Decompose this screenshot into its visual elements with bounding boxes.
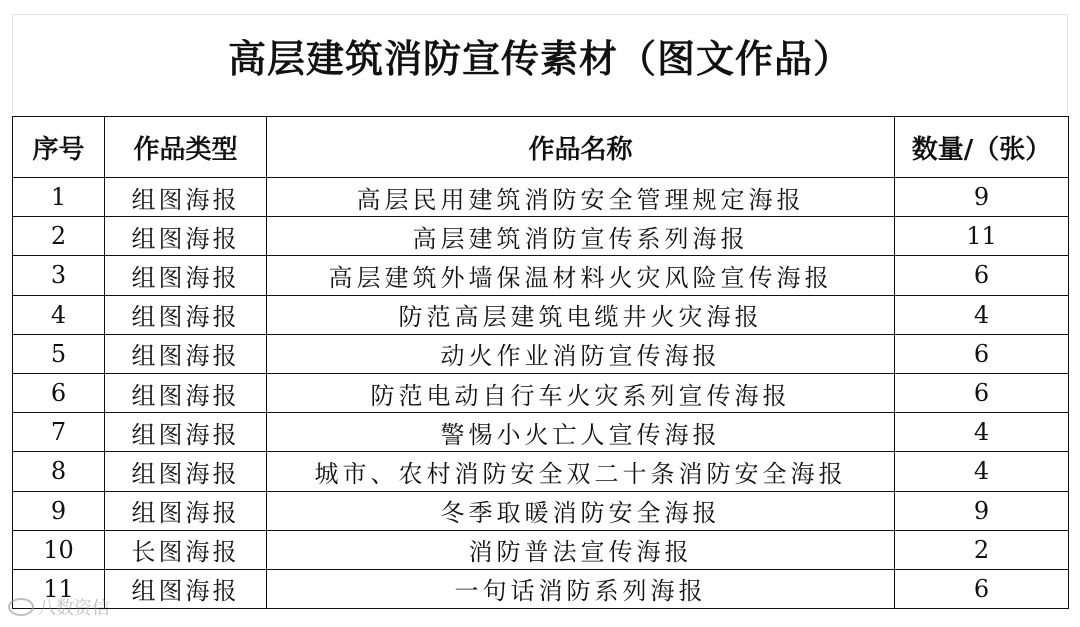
cell-no: 5 xyxy=(13,334,105,373)
cell-count: 4 xyxy=(895,452,1069,491)
watermark-logo-icon xyxy=(8,598,34,616)
cell-no: 1 xyxy=(13,178,105,217)
cell-type: 组图海报 xyxy=(105,295,267,334)
header-name: 作品名称 xyxy=(267,117,895,178)
cell-count: 6 xyxy=(895,569,1069,608)
cell-no: 3 xyxy=(13,256,105,295)
cell-name: 高层民用建筑消防安全管理规定海报 xyxy=(267,178,895,217)
cell-name: 消防普法宣传海报 xyxy=(267,530,895,569)
watermark-text: 八数资信 xyxy=(38,598,110,619)
cell-name: 防范电动自行车火灾系列宣传海报 xyxy=(267,373,895,412)
table-body xyxy=(13,178,1069,609)
cell-type: 长图海报 xyxy=(105,530,267,569)
table-row xyxy=(13,373,1069,412)
page-title: 高层建筑消防宣传素材（图文作品） xyxy=(227,37,852,81)
cell-count: 6 xyxy=(895,334,1069,373)
watermark xyxy=(8,594,110,620)
cell-no: 11 xyxy=(13,569,105,608)
cell-no: 7 xyxy=(13,413,105,452)
cell-count: 4 xyxy=(895,295,1069,334)
cell-name: 防范高层建筑电缆井火灾海报 xyxy=(267,295,895,334)
header-no: 序号 xyxy=(13,117,105,178)
cell-type: 组图海报 xyxy=(105,569,267,608)
cell-type: 组图海报 xyxy=(105,256,267,295)
table-row xyxy=(13,530,1069,569)
cell-name: 城市、农村消防安全双二十条消防安全海报 xyxy=(267,452,895,491)
cell-count: 11 xyxy=(895,217,1069,256)
table-row xyxy=(13,217,1069,256)
cell-type: 组图海报 xyxy=(105,452,267,491)
cell-type: 组图海报 xyxy=(105,334,267,373)
cell-count: 6 xyxy=(895,256,1069,295)
cell-type: 组图海报 xyxy=(105,373,267,412)
cell-no: 4 xyxy=(13,295,105,334)
cell-name: 警惕小火亡人宣传海报 xyxy=(267,413,895,452)
cell-name: 一句话消防系列海报 xyxy=(267,569,895,608)
table-row xyxy=(13,452,1069,491)
cell-name: 高层建筑外墙保温材料火灾风险宣传海报 xyxy=(267,256,895,295)
header-count: 数量/（张） xyxy=(895,117,1069,178)
table-row xyxy=(13,295,1069,334)
cell-no: 9 xyxy=(13,491,105,530)
cell-count: 9 xyxy=(895,178,1069,217)
table-row xyxy=(13,491,1069,530)
cell-no: 8 xyxy=(13,452,105,491)
table-row xyxy=(13,334,1069,373)
cell-type: 组图海报 xyxy=(105,178,267,217)
table-header-row xyxy=(13,117,1069,178)
cell-count: 2 xyxy=(895,530,1069,569)
cell-name: 高层建筑消防宣传系列海报 xyxy=(267,217,895,256)
materials-table xyxy=(12,116,1069,609)
cell-name: 动火作业消防宣传海报 xyxy=(267,334,895,373)
header-type: 作品类型 xyxy=(105,117,267,178)
table-row xyxy=(13,413,1069,452)
cell-no: 10 xyxy=(13,530,105,569)
cell-count: 4 xyxy=(895,413,1069,452)
cell-count: 9 xyxy=(895,491,1069,530)
cell-type: 组图海报 xyxy=(105,491,267,530)
table-row xyxy=(13,256,1069,295)
table-row xyxy=(13,178,1069,217)
cell-type: 组图海报 xyxy=(105,413,267,452)
cell-name: 冬季取暖消防安全海报 xyxy=(267,491,895,530)
cell-no: 6 xyxy=(13,373,105,412)
cell-type: 组图海报 xyxy=(105,217,267,256)
cell-count: 6 xyxy=(895,373,1069,412)
cell-no: 2 xyxy=(13,217,105,256)
table-row xyxy=(13,569,1069,608)
